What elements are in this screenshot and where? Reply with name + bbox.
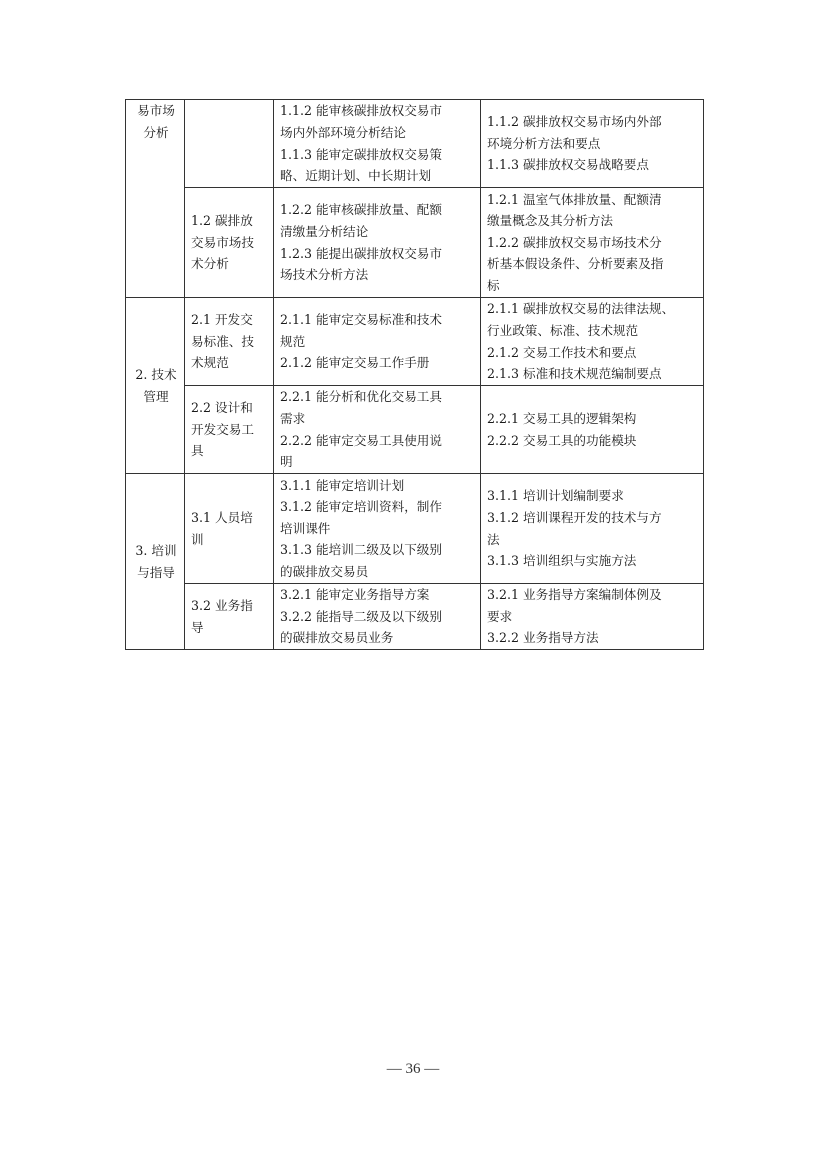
table-row	[126, 188, 704, 298]
function-cell: 2. 技术 管理	[126, 298, 185, 474]
skill-requirement-cell: 1.1.2 能审核碳排放权交易市 场内外部环境分析结论 1.1.3 能审定碳排放权交易策 略、近期计划、中长期计划	[274, 100, 481, 188]
related-knowledge-cell: 2.2.1 交易工具的逻辑架构 2.2.2 交易工具的功能模块	[481, 386, 704, 474]
skill-requirements-table	[125, 99, 704, 650]
page-number: — 36 —	[386, 1061, 440, 1077]
related-knowledge-cell: 2.1.1 碳排放权交易的法律法规、 行业政策、标准、技术规范 2.1.2 交易工作技术和要点 2.1.3 标准和技术规范编制要点	[481, 298, 704, 386]
work-content-cell: 3.2 业务指 导	[185, 584, 274, 650]
work-content-cell: 2.1 开发交 易标准、技 术规范	[185, 298, 274, 386]
skill-requirement-cell: 2.2.1 能分析和优化交易工具 需求 2.2.2 能审定交易工具使用说 明	[274, 386, 481, 474]
work-content-cell: 2.2 设计和 开发交易工 具	[185, 386, 274, 474]
function-cell: 3. 培训 与指导	[126, 474, 185, 650]
related-knowledge-cell: 3.2.1 业务指导方案编制体例及 要求 3.2.2 业务指导方法	[481, 584, 704, 650]
table-row	[126, 474, 704, 584]
table-row	[126, 298, 704, 386]
skill-requirement-cell: 2.1.1 能审定交易标准和技术 规范 2.1.2 能审定交易工作手册	[274, 298, 481, 386]
table-row	[126, 584, 704, 650]
skill-requirement-cell: 3.1.1 能审定培训计划 3.1.2 能审定培训资料，制作 培训课件 3.1.3 能培训二级及以下级别 的碳排放交易员	[274, 474, 481, 584]
related-knowledge-cell: 3.1.1 培训计划编制要求 3.1.2 培训课程开发的技术与方 法 3.1.3 培训组织与实施方法	[481, 474, 704, 584]
table-row	[126, 386, 704, 474]
related-knowledge-cell: 1.1.2 碳排放权交易市场内外部 环境分析方法和要点 1.1.3 碳排放权交易战略要点	[481, 100, 704, 188]
skill-requirement-cell: 3.2.1 能审定业务指导方案 3.2.2 能指导二级及以下级别 的碳排放交易员业务	[274, 584, 481, 650]
work-content-cell: 3.1 人员培 训	[185, 474, 274, 584]
function-cell: 易市场 分析	[126, 100, 185, 298]
skill-requirement-cell: 1.2.2 能审核碳排放量、配额 清缴量分析结论 1.2.3 能提出碳排放权交易市 场技术分析方法	[274, 188, 481, 298]
table-row	[126, 100, 704, 188]
work-content-cell: 1.2 碳排放 交易市场技 术分析	[185, 188, 274, 298]
related-knowledge-cell: 1.2.1 温室气体排放量、配额清 缴量概念及其分析方法 1.2.2 碳排放权交易市场技术分 析基本假设条件、分析要素及指 标	[481, 188, 704, 298]
work-content-cell	[185, 100, 274, 188]
